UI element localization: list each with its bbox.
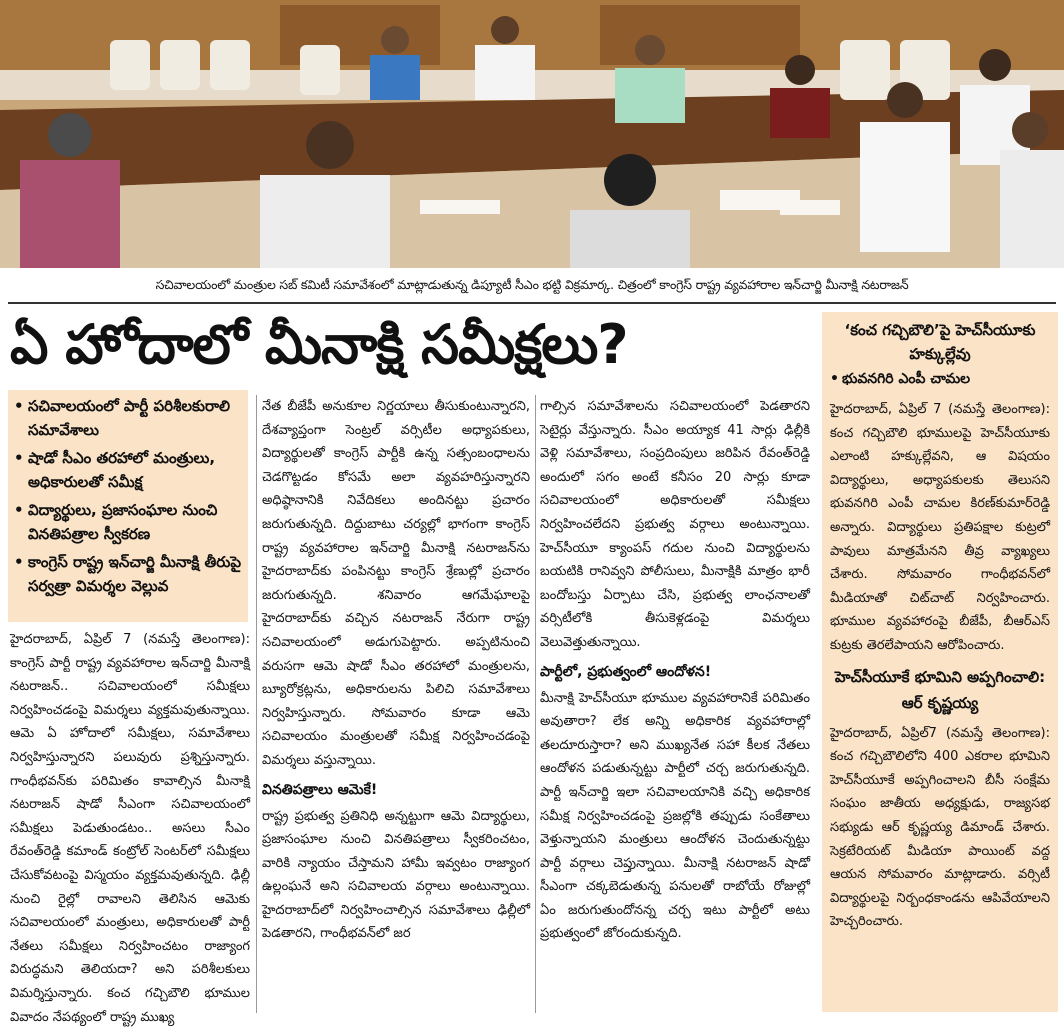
- column-divider: [535, 395, 536, 1013]
- highlight-item: • షాడో సీఎం తరహాలో మంత్రులు, అధికారులతో సమీక్ష: [14, 446, 242, 494]
- article-text: మీనాక్షి హెచ్‌సీయూ భూముల వ్యవహారానికే పరిమితం అవుతారా? లేక అన్ని అధికారిక వ్యవహారాల్లో తలదూరుస్తారా? అని ముఖ్యనేత సహా కీలక నేతలు ఆందోళన పడుతున్నట్టు పార్టీలో చర్చ జరుగుతున్నది. పార్టీ ఇన్‌చార్జి ఇలా సచివాలయానికి వచ్చి అధికారిక సమీక్ష నిర్వహించడంపై ప్రజల్లోకి తప్పుడు సంకేతాలు వెళ్తున్నాయని మంత్రులు ఆందోళన చెందుతున్నట్టు పార్టీ వర్గాలు చెప్తున్నాయి. మీనాక్షి నటరాజన్ షాడో సీఎంగా చక్కబెడుతున్న పనులతో రాబోయే రోజుల్లో ఏం జరుగుతుందోనన్న చర్చ ఇటు పార్టీలో అటు ప్రభుత్వంలో జోరందుకున్నది.: [540, 690, 810, 942]
- article-column-3: [540, 395, 810, 1013]
- highlight-item: • విద్యార్థులు, ప్రజాసంఘాల నుంచి వినతిపత్రాల స్వీకరణ: [14, 498, 242, 546]
- sidebar-text: హైదరాబాద్, ఏప్రిల్7 (నమస్తే తెలంగాణ): కంచ గచ్చిబౌలిలోని 400 ఎకరాల భూమిని హెచ్‌సీయూకే అప్పగించాలని బీసీ సంక్షేమ సంఘం జాతీయ అధ్యక్షుడు, రాజ్యసభ సభ్యుడు ఆర్ కృష్ణయ్య డిమాండ్ చేశారు. సెక్రటేరియట్ మీడియా పాయింట్ వద్ద ఆయన సోమవారం మాట్లాడారు. వర్సిటీ విద్యార్థులపై నిర్బంధకాండను ఆపివేయాలని హెచ్చరించారు.: [830, 725, 1050, 930]
- divider: [8, 302, 1056, 304]
- highlights-box: [8, 390, 248, 622]
- sidebar-text: హైదరాబాద్, ఏప్రిల్ 7 (నమస్తే తెలంగాణ): కంచ గచ్చిబౌలి భూములపై హెచ్‌సీయూకు ఎలాంటి హక్కుల్లేవని, ఆ విషయం విద్యార్థులు, అధ్యాపకులకు తెలుసని భువనగిరి ఎంపీ చామల కిరణ్‌కుమార్‌రెడ్డి అన్నారు. విద్యార్థులు ప్రతిపక్షాల కుట్రలో పావులు మాత్రమేనని తీవ్ర వ్యాఖ్యలు చేశారు. సోమవారం గాంధీభవన్‌లో మీడియాతో చిట్‌చాట్ నిర్వహించారు. భూముల వ్యవహారంపై బీజేపీ, బీఆర్‌ఎస్ కుట్రకు తెరలేపాయని ఆరోపించారు.: [830, 402, 1050, 653]
- article-column-1: [10, 628, 250, 1025]
- photo-caption: సచివాలయంలో మంత్రుల సబ్ కమిటీ సమావేశంలో మాట్లాడుతున్న డిప్యూటీ సీఎం భట్టి విక్రమార్క. చిత్రంలో కాంగ్రెస్ రాష్ట్ర వ్యవహారాల ఇన్‌చార్జి మీనాక్షి నటరాజన్: [155, 277, 909, 292]
- article-text: నేత బీజేపీ అనుకూల నిర్ణయాలు తీసుకుంటున్నారని, దేశవ్యాప్తంగా సెంట్రల్ వర్సిటీల అధ్యాపకులు, విద్యార్థులతో కాంగ్రెస్ పార్టీకి ఉన్న సత్సంబంధాలను చెడగొట్టడం కోసమే అలా వ్యవహరిస్తున్నారని అధిష్ఠానానికి నివేదికలు అందినట్టు ప్రచారం జరుగుతున్నది. దిద్దుబాటు చర్యల్లో భాగంగా కాంగ్రెస్ రాష్ట్ర వ్యవహారాల ఇన్‌చార్జి మీనాక్షి నటరాజన్‌ను హైదరాబాద్‌కు పంపినట్టు కాంగ్రెస్ శ్రేణుల్లో ప్రచారం జరుగుతున్నది. శనివారం ఆగమేఘాలపై హైదరాబాద్‌కు వచ్చిన నటరాజన్ నేరుగా రాష్ట్ర సచివాలయంలో అడుగుపెట్టారు. అప్పటినుంచి వరుసగా ఆమె షాడో సీఎం తరహాలో మంత్రులను, బ్యూరోక్రట్లను, అధికారులను పిలిచి సమావేశాలు నిర్వహిస్తున్నారు. సోమవారం కూడా ఆమె సచివాలయం మంత్రులతో సమీక్ష నిర్వహించడంపై విమర్శలు వస్తున్నాయి.: [262, 399, 530, 768]
- article-column-2: [262, 395, 530, 1013]
- highlight-item: • సచివాలయంలో పార్టీ పరిశీలకురాలి సమావేశాలు: [14, 394, 242, 442]
- article-text: హైదరాబాద్, ఏప్రిల్ 7 (నమస్తే తెలంగాణ): కాంగ్రెస్ పార్టీ రాష్ట్ర వ్యవహారాల ఇన్‌చార్జి మీనాక్షి నటరాజన్.. సచివాలయంలో సమీక్షలు నిర్వహించడంపై విమర్శలు వ్యక్తమవుతున్నాయి. ఆమె ఏ హోదాలో సమీక్షలు, సమావేశాలు నిర్వహిస్తున్నారని పలువురు ప్రశ్నిస్తున్నారు. గాంధీభవన్‌కు పరిమితం కావాల్సిన మీనాక్షి నటరాజన్ షాడో సీఎంగా సచివాలయంలో సమీక్షలు పెడుతుండటం.. అసలు సీఎం రేవంత్‌రెడ్డి కమాండ్ కంట్రోల్ సెంటర్‌లో సమీక్షలు చేసుకోవటంపై విస్మయం వ్యక్తమవుతున్నది. ఢిల్లీ నుంచి రైల్లో రావాలని తెలిసిన ఆమెకు సచివాలయంలో మంత్రులు, అధికారులతో పార్టీ నేతలు సమీక్షలు నిర్వహించటం రాజ్యాంగ విరుద్ధమని తెలియదా? అని పరిశీలకులు విమర్శిస్తున్నారు. కంచ గచ్చిబౌలి భూముల వివాదం నేపథ్యంలో రాష్ట్ర ముఖ్య: [10, 632, 250, 1025]
- article-text: గాల్సిన సమావేశాలను సచివాలయంలో పెడతారని సెటైర్లు వేస్తున్నారు. సీఎం అయ్యాక 41 సార్లు ఢిల్లీకి వెళ్లి సమావేశాలు, సంప్రదింపులు జరిపిన రేవంత్‌రెడ్డి అందులో సగం అంటే కనీసం 20 సార్లు కూడా సచివాలయంలో అధికారులతో సమీక్షలు నిర్వహించలేదని ప్రభుత్వ వర్గాలు అంటున్నాయి. హెచ్‌సీయూ క్యాంపస్ గదుల నుంచి విద్యార్థులను బయటికి రానివ్వని పోలీసులు, మీనాక్షికి మాత్రం భారీ బందోబస్తు ఏర్పాటు చేసి, ప్రభుత్వ లాంఛనాలతో వర్సిటీలోకి తీసుకెళ్లడంపై విమర్శలు వెలువెత్తుతున్నాయి.: [540, 399, 810, 650]
- meeting-photo: [0, 0, 1064, 268]
- subheading: పార్టీలో, ప్రభుత్వంలో ఆందోళన!: [540, 663, 712, 680]
- sidebar-box: [822, 312, 1058, 1012]
- sidebar-headline: ‘కంచ గచ్చిబౌలి’పై హెచ్‌సీయూకు హక్కుల్లేవు: [844, 321, 1036, 363]
- sidebar-headline: హెచ్‌సీయూకే భూమిని అప్పగించాలి: ఆర్ కృష్ణయ్య: [834, 667, 1046, 712]
- column-divider: [256, 395, 257, 1013]
- highlight-item: • కాంగ్రెస్ రాష్ట్ర ఇన్‌చార్జి మీనాక్షి తీరుపై సర్వత్రా విమర్శల వెల్లువ: [14, 550, 242, 598]
- subheading: వినతిపత్రాలు ఆమెకే!: [262, 781, 378, 798]
- headline: ఏ హోదాలో మీనాక్షి సమీక్షలు?: [10, 313, 628, 376]
- meeting-photo-illustration: [0, 0, 1064, 268]
- sidebar-bullet: • భువనగిరి ఎంపీ చామల: [830, 368, 1050, 390]
- article-text: రాష్ట్ర ప్రభుత్వ ప్రతినిధి అన్నట్టుగా ఆమె విద్యార్థులు, ప్రజాసంఘాల నుంచి వినతిపత్రాలు స్వీకరించటం, వారికి న్యాయం చేస్తామని హామీ ఇవ్వటం రాజ్యాంగ ఉల్లంఘనే అని సచివాలయ వర్గాలు అంటున్నాయి. హైదరాబాద్‌లో నిర్వహించాల్సిన సమావేశాలు ఢిల్లీలో పెడతారని, గాంధీభవన్‌లో జర: [262, 808, 530, 942]
